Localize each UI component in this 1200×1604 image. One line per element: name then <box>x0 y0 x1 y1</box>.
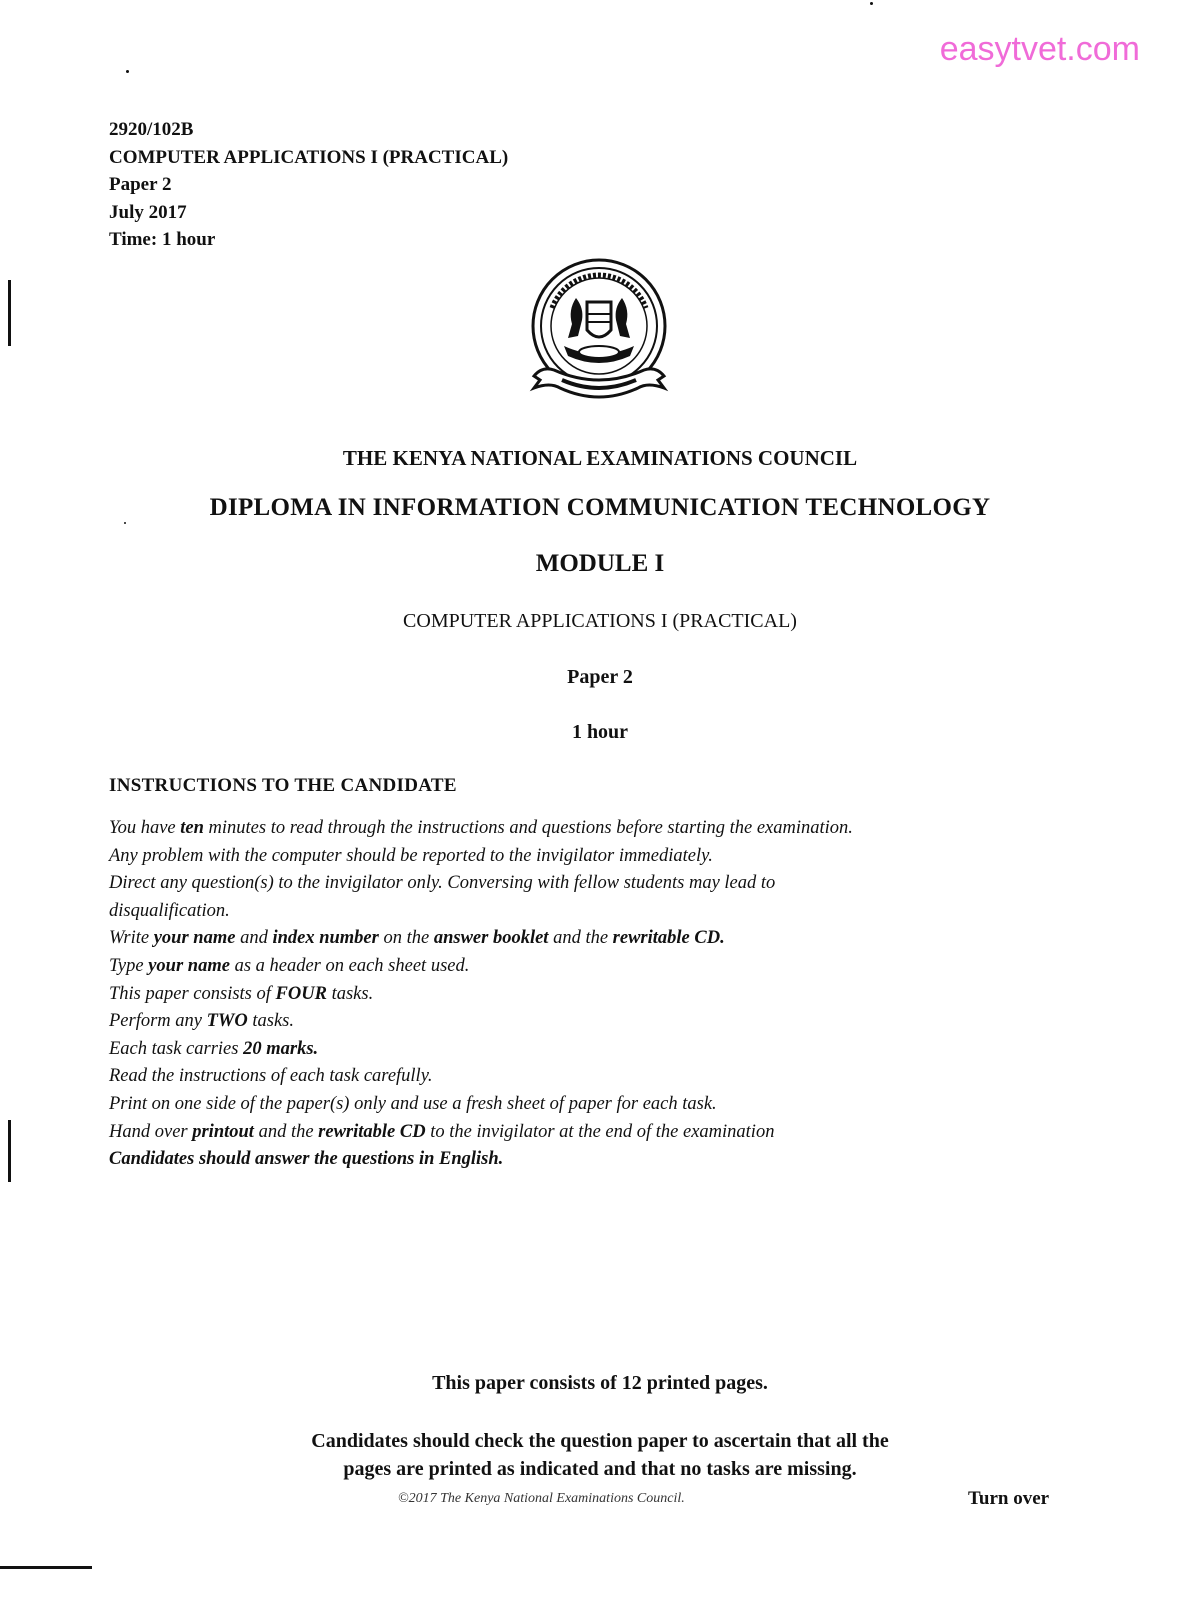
page-count-note: This paper consists of 12 printed pages. <box>432 1372 768 1394</box>
instruction-line: Direct any question(s) to the invigilator only. Conversing with fellow students may lead to <box>109 873 776 894</box>
module-title: MODULE I <box>535 550 665 577</box>
diploma-title: DIPLOMA IN INFORMATION COMMUNICATION TECHNOLOGY <box>209 494 991 521</box>
watermark-text: easytvet.com <box>939 30 1140 68</box>
scan-speck <box>126 70 129 73</box>
paper-number: Paper 2 <box>109 174 172 195</box>
instruction-line: Candidates should answer the questions in English. <box>109 1149 504 1170</box>
margin-mark <box>8 280 11 346</box>
instruction-line: Type your name as a header on each sheet used. <box>109 955 470 976</box>
instruction-line: Write your name and index number on the answer booklet and the rewritable CD. <box>109 928 725 949</box>
scan-speck <box>870 2 873 5</box>
coat-of-arms-seal-icon <box>524 258 674 418</box>
paper-time: Time: 1 hour <box>109 229 216 250</box>
instruction-line: Print on one side of the paper(s) only and use a fresh sheet of paper for each task. <box>109 1093 717 1114</box>
instructions-list <box>109 815 1099 1174</box>
paper-header <box>109 116 508 254</box>
council-name: THE KENYA NATIONAL EXAMINATIONS COUNCIL <box>342 446 858 470</box>
subject-title: COMPUTER APPLICATIONS I (PRACTICAL) <box>403 610 797 632</box>
instruction-line: This paper consists of FOUR tasks. <box>109 983 374 1004</box>
check-note-line: pages are printed as indicated and that no tasks are missing. <box>343 1458 857 1480</box>
margin-mark <box>0 1566 92 1569</box>
instruction-line: Read the instructions of each task carefully. <box>109 1066 433 1087</box>
check-note <box>0 1427 1200 1483</box>
instruction-line: disqualification. <box>109 900 230 921</box>
paper-title: Paper 2 <box>567 666 633 688</box>
instruction-line: Hand over printout and the rewritable CD to the invigilator at the end of the examination <box>109 1121 775 1142</box>
instruction-line: Perform any TWO tasks. <box>109 1011 294 1032</box>
instruction-line: You have ten minutes to read through the instructions and questions before starting the examination. <box>109 818 853 838</box>
copyright-notice: ©2017 The Kenya National Examinations Council. <box>398 1491 685 1506</box>
instructions-heading: INSTRUCTIONS TO THE CANDIDATE <box>109 775 457 796</box>
instruction-line: Any problem with the computer should be reported to the invigilator immediately. <box>109 845 713 866</box>
turn-over-label: Turn over <box>968 1488 1050 1509</box>
margin-mark <box>8 1120 11 1182</box>
paper-date: July 2017 <box>109 201 187 223</box>
check-note-line: Candidates should check the question paper to ascertain that all the <box>311 1430 889 1452</box>
paper-code: 2920/102B <box>109 119 194 140</box>
paper-subject: COMPUTER APPLICATIONS I (PRACTICAL) <box>109 146 509 168</box>
scan-speck <box>124 522 126 524</box>
duration-title: 1 hour <box>571 721 629 743</box>
instruction-line: Each task carries 20 marks. <box>109 1038 319 1059</box>
